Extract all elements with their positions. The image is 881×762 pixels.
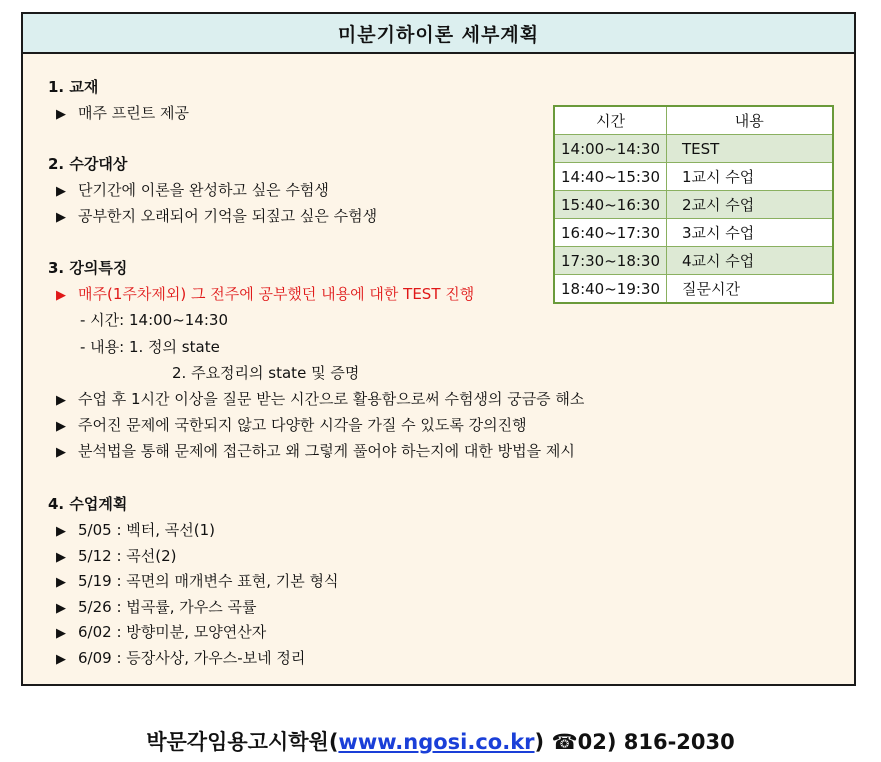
bullet-arrow-icon: ▶	[56, 575, 66, 590]
list-item: ▶ 6/02 : 방향미분, 모양연산자	[56, 623, 267, 641]
bullet-arrow-icon: ▶	[56, 445, 66, 460]
list-item: ▶ 단기간에 이론을 완성하고 싶은 수험생	[56, 181, 329, 199]
time-cell: 18:40~19:30	[554, 275, 667, 304]
schedule-table	[553, 105, 834, 304]
list-item: ▶ 분석법을 통해 문제에 접근하고 왜 그렇게 풀어야 하는지에 대한 방법을 제시	[56, 442, 575, 460]
section-heading-target: 2. 수강대상	[48, 155, 128, 173]
bullet-arrow-icon: ▶	[56, 652, 66, 667]
list-item: ▶ 매주 프린트 제공	[56, 104, 189, 122]
paren-open: (	[328, 730, 339, 754]
section-heading-features: 3. 강의특징	[48, 259, 128, 277]
list-item: ▶ 주어진 문제에 국한되지 않고 다양한 시각을 가질 수 있도록 강의진행	[56, 416, 527, 434]
bullet-arrow-icon: ▶	[56, 393, 66, 408]
website-link[interactable]: www.ngosi.co.kr	[338, 730, 535, 754]
content-cell: 1교시 수업	[667, 163, 833, 191]
list-item: ▶ 6/09 : 등장사상, 가우스-보네 정리	[56, 649, 306, 667]
time-cell: 17:30~18:30	[554, 247, 667, 275]
test-time-line: - 시간: 14:00~14:30	[80, 311, 229, 329]
column-header-content: 내용	[667, 106, 833, 135]
list-item: ▶ 5/12 : 곡선(2)	[56, 547, 177, 565]
bullet-arrow-icon: ▶	[56, 107, 66, 122]
bullet-arrow-icon: ▶	[56, 601, 66, 616]
academy-name: 박문각임용고시학원	[146, 730, 329, 754]
table-header-row	[554, 106, 833, 135]
time-cell: 16:40~17:30	[554, 219, 667, 247]
table-row	[554, 191, 833, 219]
content-cell: TEST	[667, 135, 833, 163]
list-item: ▶ 5/26 : 법곡률, 가우스 곡률	[56, 598, 257, 616]
content-cell: 4교시 수업	[667, 247, 833, 275]
plan-document	[21, 12, 856, 686]
list-item: ▶ 5/05 : 벡터, 곡선(1)	[56, 521, 216, 539]
time-cell: 15:40~16:30	[554, 191, 667, 219]
section-heading-schedule-plan: 4. 수업계획	[48, 495, 128, 513]
content-cell: 질문시간	[667, 275, 833, 304]
paren-close: )	[534, 730, 545, 754]
table-row	[554, 219, 833, 247]
table-row	[554, 135, 833, 163]
list-item: ▶ 공부한지 오래되어 기억을 되짚고 싶은 수험생	[56, 207, 378, 225]
table-row	[554, 247, 833, 275]
bullet-arrow-icon: ▶	[56, 210, 66, 225]
bullet-arrow-icon: ▶	[56, 288, 66, 303]
bullet-arrow-icon: ▶	[56, 524, 66, 539]
phone-number: 02) 816-2030	[577, 730, 735, 754]
bullet-arrow-icon: ▶	[56, 184, 66, 199]
section-heading-textbook: 1. 교재	[48, 78, 99, 96]
document-title: 미분기하이론 세부계획	[337, 23, 540, 46]
footer-contact	[0, 726, 881, 756]
time-cell: 14:00~14:30	[554, 135, 667, 163]
test-content-line-2: 2. 주요정리의 state 및 증명	[172, 364, 360, 382]
bullet-arrow-icon: ▶	[56, 419, 66, 434]
title-bar	[23, 14, 854, 54]
table-row	[554, 163, 833, 191]
list-item: ▶ 수업 후 1시간 이상을 질문 받는 시간으로 활용함으로써 수험생의 궁금증 해소	[56, 390, 585, 408]
content-cell: 2교시 수업	[667, 191, 833, 219]
phone-icon: ☎	[551, 730, 578, 754]
list-item: ▶ 5/19 : 곡면의 매개변수 표현, 기본 형식	[56, 572, 339, 590]
bullet-arrow-icon: ▶	[56, 626, 66, 641]
table-row	[554, 275, 833, 304]
highlight-item: ▶ 매주(1주차제외) 그 전주에 공부했던 내용에 대한 TEST 진행	[56, 285, 475, 303]
bullet-arrow-icon: ▶	[56, 550, 66, 565]
time-cell: 14:40~15:30	[554, 163, 667, 191]
column-header-time: 시간	[554, 106, 667, 135]
test-content-line: - 내용: 1. 정의 state	[80, 338, 220, 356]
content-cell: 3교시 수업	[667, 219, 833, 247]
